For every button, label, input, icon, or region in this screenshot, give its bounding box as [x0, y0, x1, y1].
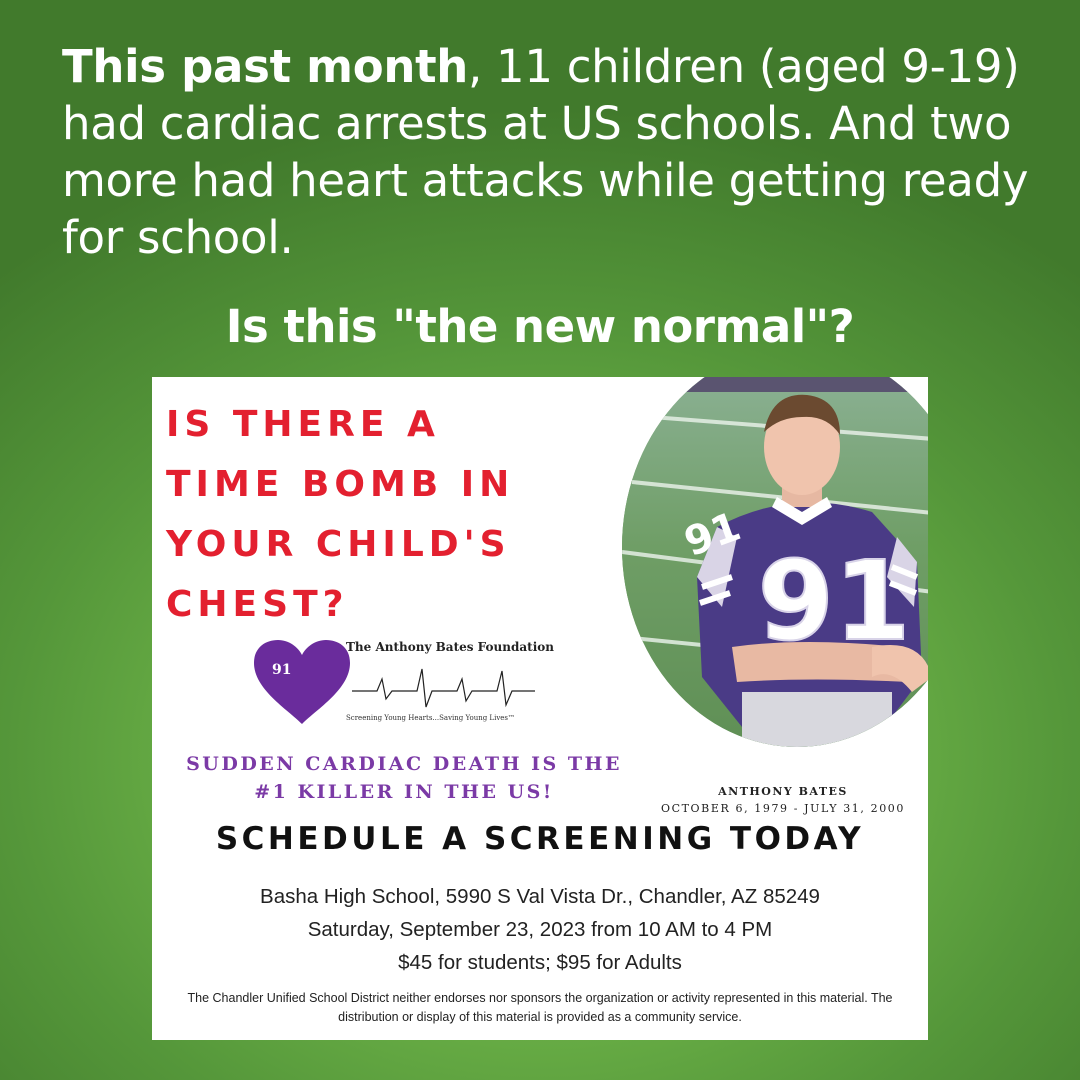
scd-line: #1 KILLER IN THE US! — [254, 781, 554, 803]
foundation-tagline: Screening Young Hearts...Saving Young Lives™ — [346, 714, 516, 722]
heart-icon — [254, 640, 350, 724]
flyer-headline — [166, 395, 514, 635]
flyer-headline-line: CHEST? — [166, 584, 349, 625]
jersey-number: 91 — [757, 537, 911, 665]
flyer-headline-line: IS THERE A — [166, 404, 440, 445]
event-location: Basha High School, 5990 S Val Vista Dr., Chandler, AZ 85249 — [260, 885, 820, 908]
headline-text — [62, 38, 1052, 266]
heart-number: 91 — [272, 662, 292, 678]
caption-dates: OCTOBER 6, 1979 - JULY 31, 2000 — [660, 802, 905, 815]
event-price: $45 for students; $95 for Adults — [398, 951, 682, 974]
flyer-headline-line: TIME BOMB IN — [166, 464, 515, 505]
foundation-name: The Anthony Bates Foundation — [346, 640, 554, 654]
event-details — [152, 880, 928, 979]
headline-bold: This past month — [62, 40, 469, 93]
question-text: Is this "the new normal"? — [225, 300, 855, 353]
disclaimer-text: The Chandler Unified School District neither endorses nor sponsors the organization or activity represented in this material. The distribution or display of this material is provided as a community service. — [187, 991, 893, 1024]
event-datetime: Saturday, September 23, 2023 from 10 AM to 4 PM — [307, 918, 773, 941]
photo-caption — [638, 783, 928, 817]
sleeve-number: 91 — [678, 503, 747, 566]
player-photo-illustration — [622, 377, 928, 747]
screening-flyer — [152, 377, 928, 1040]
player-photo — [622, 377, 928, 747]
heartbeat-line-icon — [352, 669, 535, 707]
sudden-cardiac-death-text — [174, 750, 634, 806]
caption-name: ANTHONY BATES — [718, 785, 848, 798]
schedule-cta: SCHEDULE A SCREENING TODAY — [215, 821, 865, 857]
flyer-headline-line: YOUR CHILD'S — [166, 524, 511, 565]
headline-rest: , 11 children (aged 9-19) had cardiac arrests at US schools. And two more had heart attacks while getting ready for school. — [62, 40, 1029, 264]
scd-line: SUDDEN CARDIAC DEATH IS THE — [186, 753, 622, 775]
